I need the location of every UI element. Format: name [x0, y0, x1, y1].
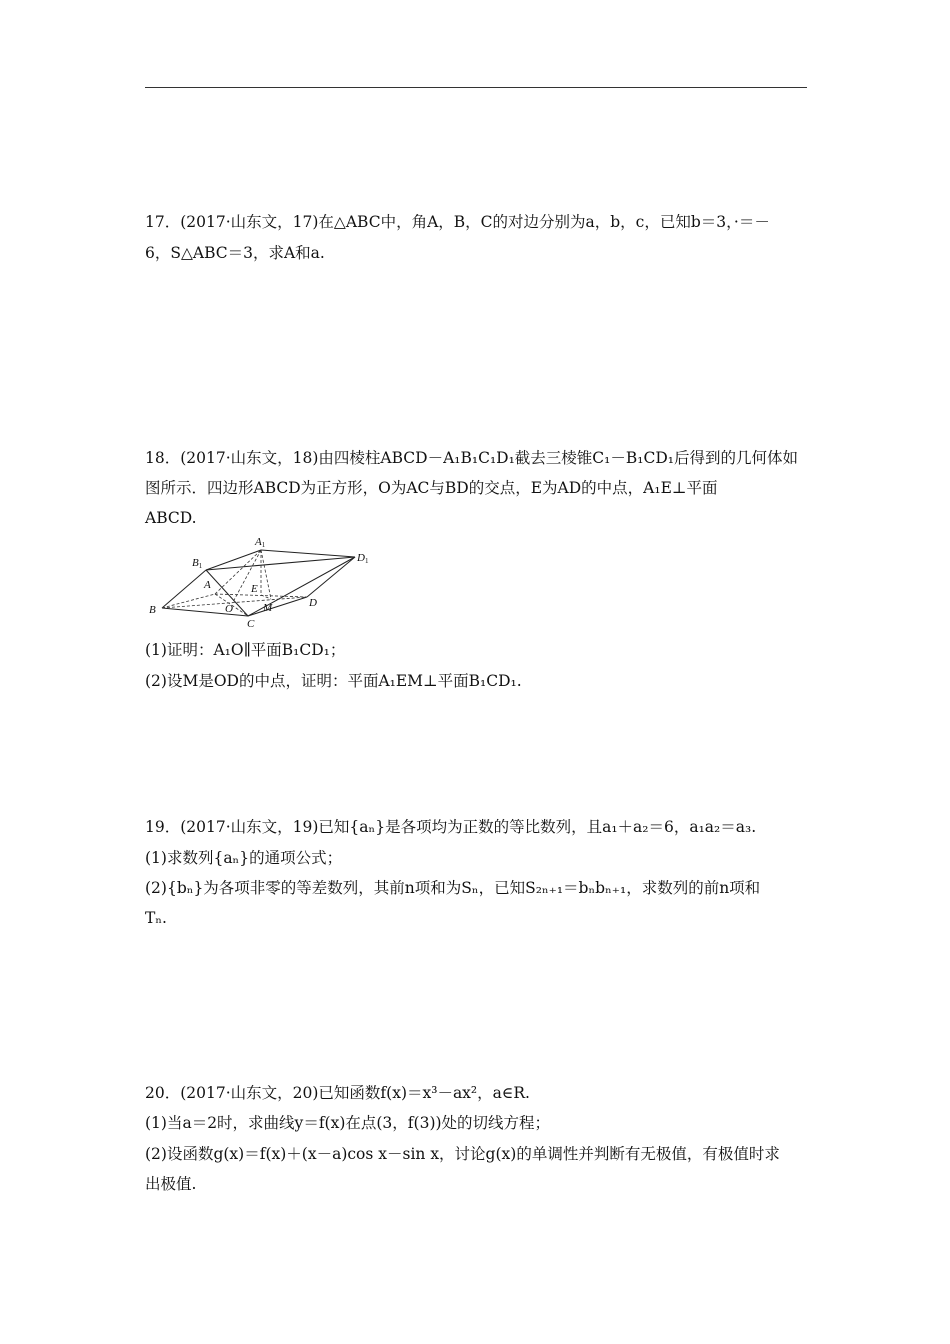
- problem-17-line-2: 6，S△ABC＝3，求A和a.: [145, 244, 325, 262]
- problem-20-part-2-cont: 出极值.: [145, 1175, 197, 1193]
- label-c: C: [247, 618, 255, 630]
- problem-18-line-2: 图所示．四边形ABCD为正方形，O为AC与BD的交点，E为AD的中点，A₁E⊥平面: [145, 479, 718, 497]
- label-b: B: [149, 604, 156, 616]
- problem-18-part-2: (2)设M是OD的中点，证明：平面A₁EM⊥平面B₁CD₁.: [145, 672, 522, 690]
- problem-20-line-1: 20．(2017·山东文，20)已知函数f(x)＝x³－ax²，a∈R.: [145, 1084, 530, 1102]
- problem-18-line-1: 18．(2017·山东文，18)由四棱柱ABCD－A₁B₁C₁D₁截去三棱锥C₁－B₁CD₁后得到的几何体如: [145, 449, 798, 467]
- label-e: E: [251, 583, 258, 595]
- label-o: O: [225, 603, 233, 615]
- label-a1: A1: [255, 536, 266, 549]
- problem-20-part-2: (2)设函数g(x)＝f(x)＋(x－a)cos x－sin x，讨论g(x)的单调性并判断有无极值，有极值时求: [145, 1145, 780, 1163]
- problem-19-part-2-cont: Tₙ.: [145, 909, 167, 927]
- label-b1: B1: [192, 557, 203, 570]
- label-d1: D1: [357, 552, 369, 565]
- header-rule: [145, 87, 807, 88]
- problem-20-part-1: (1)当a＝2时，求曲线y＝f(x)在点(3，f(3))处的切线方程；: [145, 1114, 551, 1132]
- label-a: A: [204, 579, 211, 591]
- label-d: D: [309, 597, 317, 609]
- problem-19-part-2: (2){bₙ}为各项非零的等差数列，其前n项和为Sₙ，已知S₂ₙ₊₁＝bₙbₙ₊₁，求数列的前n项和: [145, 879, 761, 897]
- problem-19-part-1: (1)求数列{aₙ}的通项公式；: [145, 849, 343, 867]
- problem-18-line-3: ABCD.: [145, 509, 197, 527]
- problem-18-part-1: (1)证明：A₁O∥平面B₁CD₁；: [145, 641, 346, 659]
- problem-19-line-1: 19．(2017·山东文，19)已知{aₙ}是各项均为正数的等比数列，且a₁＋a₂＝6，a₁a₂＝a₃.: [145, 818, 757, 836]
- problem-17-line-1: 17．(2017·山东文，17)在△ABC中，角A，B，C的对边分别为a，b，c，已知b＝3，·＝－: [145, 213, 770, 231]
- solid-geometry-figure: [145, 536, 377, 630]
- label-m: M: [263, 602, 273, 614]
